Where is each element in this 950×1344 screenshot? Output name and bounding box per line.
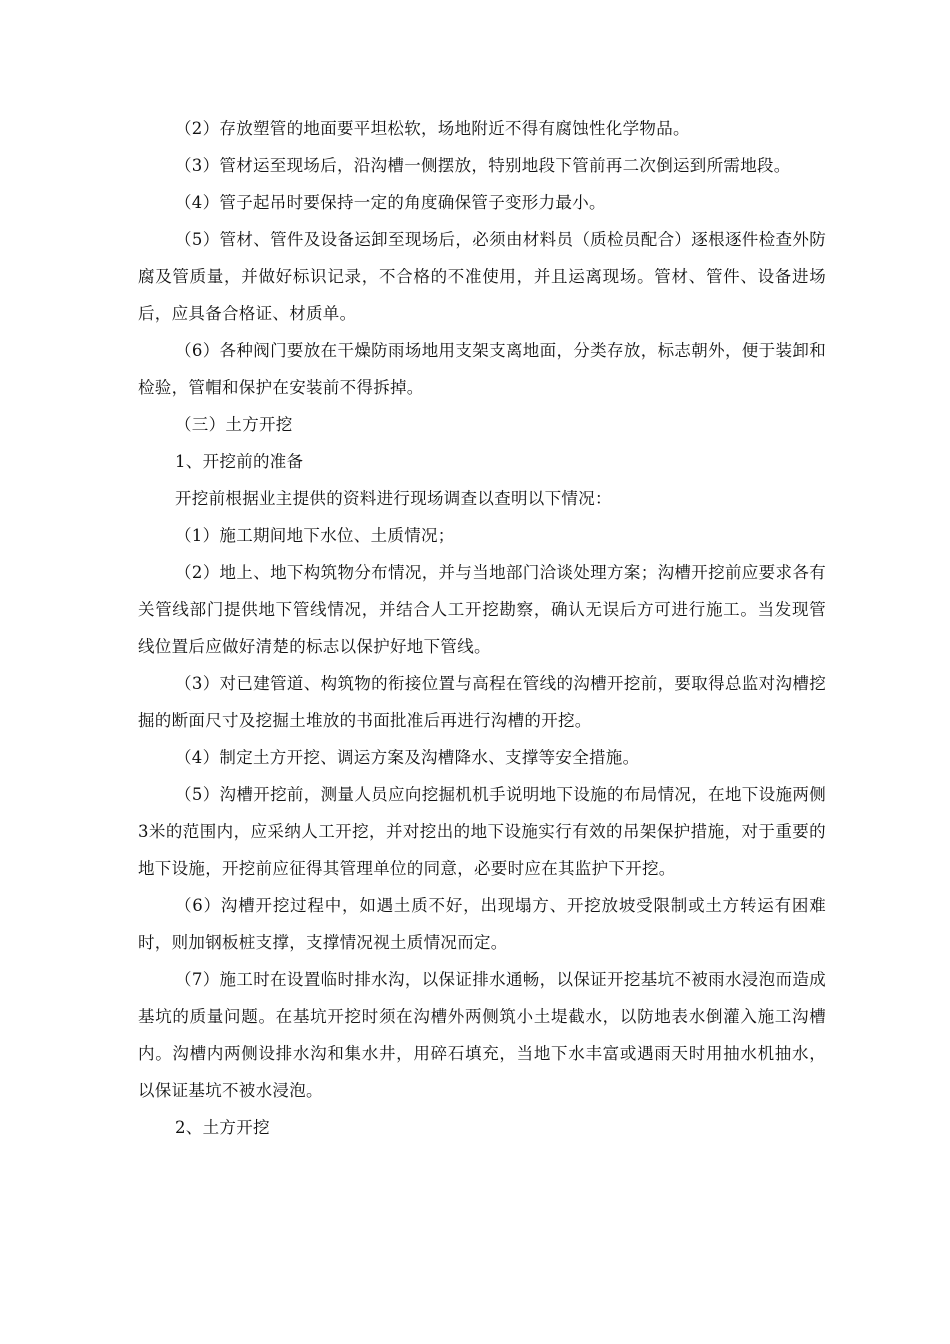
paragraph-safety-measures: （4）制定土方开挖、调运方案及沟槽降水、支撑等安全措施。	[175, 748, 640, 767]
paragraph-pipe-transport: （3）管材运至现场后，沿沟槽一侧摆放，特别地段下管前再二次倒运到所需地段。	[175, 156, 791, 175]
subsection-heading-preparation: 1、开挖前的准备	[175, 452, 304, 471]
paragraph-storage-ground: （2）存放塑管的地面要平坦松软，场地附近不得有腐蚀性化学物品。	[175, 119, 690, 138]
paragraph-material-inspection: （5）管材、管件及设备运卸至现场后，必须由材料员（质检员配合）逐根逐件检查外防腐及管质量，并做好标识记录，不合格的不准使用，并且运离现场。管材、管件、设备进场后，应具备合格证、材质单。	[138, 230, 826, 323]
paragraph-pipe-lifting: （4）管子起吊时要保持一定的角度确保管子变形力最小。	[175, 193, 606, 212]
paragraph-sheet-pile-support: （6）沟槽开挖过程中，如遇土质不好，出现塌方、开挖放坡受限制或土方转运有困难时，则加钢板桩支撑，支撑情况视土质情况而定。	[138, 896, 826, 952]
section-heading-earthwork: （三）土方开挖	[175, 415, 293, 434]
paragraph-structures-distribution: （2）地上、地下构筑物分布情况，并与当地部门洽谈处理方案；沟槽开挖前应要求各有关管线部门提供地下管线情况，并结合人工开挖勘察，确认无误后方可进行施工。当发现管线位置后应做好清楚的标志以保护好地下管线。	[138, 563, 826, 656]
paragraph-underground-facilities: （5）沟槽开挖前，测量人员应向挖掘机机手说明地下设施的布局情况，在地下设施两侧3米的范围内，应采纳人工开挖，并对挖出的地下设施实行有效的吊架保护措施，对于重要的地下设施，开挖前应征得其管理单位的同意，必要时应在其监护下开挖。	[138, 785, 826, 878]
paragraph-connection-approval: （3）对已建管道、构筑物的衔接位置与高程在管线的沟槽开挖前，要取得总监对沟槽挖掘的断面尺寸及挖掘土堆放的书面批准后再进行沟槽的开挖。	[138, 674, 826, 730]
paragraph-drainage: （7）施工时在设置临时排水沟，以保证排水通畅，以保证开挖基坑不被雨水浸泡而造成基坑的质量问题。在基坑开挖时须在沟槽外两侧筑小土堤截水，以防地表水倒灌入施工沟槽内。沟槽内两侧设排水沟和集水井，用碎石填充，当地下水丰富或遇雨天时用抽水机抽水，以保证基坑不被水浸泡。	[138, 970, 826, 1100]
subsection-heading-excavation: 2、土方开挖	[175, 1118, 270, 1137]
paragraph-groundwater: （1）施工期间地下水位、土质情况；	[175, 526, 455, 545]
paragraph-valve-storage: （6）各种阀门要放在干燥防雨场地用支架支离地面，分类存放，标志朝外，便于装卸和检验，管帽和保护在安装前不得拆掉。	[138, 341, 826, 397]
paragraph-site-survey-intro: 开挖前根据业主提供的资料进行现场调查以查明以下情况：	[175, 489, 612, 508]
